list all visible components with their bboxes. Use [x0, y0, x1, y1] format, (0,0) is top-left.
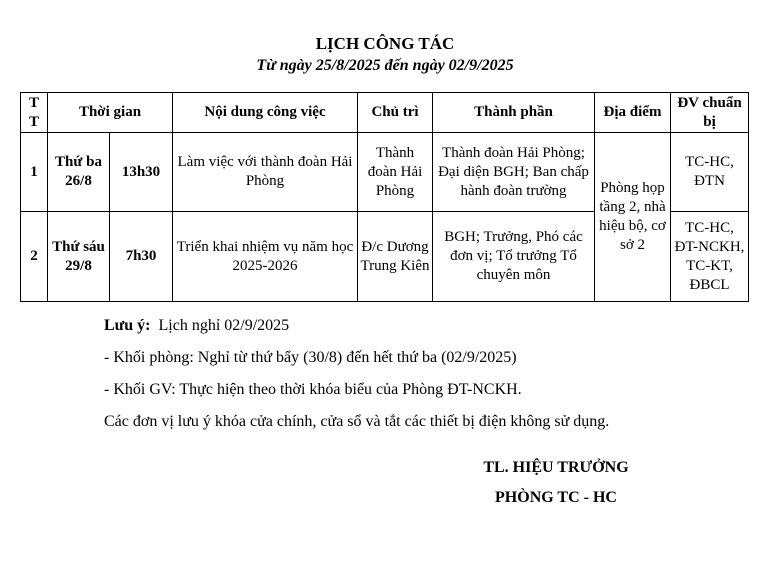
row-members: BGH; Trưởng, Phó các đơn vị; Tổ trưởng Tổ chuyên môn — [433, 212, 595, 302]
signature-title: TL. HIỆU TRƯỞNG — [483, 459, 629, 476]
note-line-2: - Khối GV: Thực hiện theo thời khóa biểu của Phòng ĐT-NCKH. — [104, 381, 522, 398]
col-header-chair: Chủ trì — [358, 93, 433, 133]
row-content: Triển khai nhiệm vụ năm học 2025-2026 — [173, 212, 358, 302]
table-header-row — [21, 93, 749, 133]
row-content: Làm việc với thành đoàn Hải Phòng — [173, 133, 358, 212]
row-day: Thứ sáu 29/8 — [48, 212, 110, 302]
note-holiday — [104, 316, 609, 336]
schedule-table — [20, 92, 749, 302]
row-number: 1 — [21, 133, 48, 212]
row-chair: Đ/c Dương Trung Kiên — [358, 212, 433, 302]
row-day: Thứ ba 26/8 — [48, 133, 110, 212]
row-chair: Thành đoàn Hải Phòng — [358, 133, 433, 212]
row-hour: 13h30 — [110, 133, 173, 212]
col-header-place: Địa điểm — [595, 93, 671, 133]
col-header-content: Nội dung công việc — [173, 93, 358, 133]
col-header-tt: T T — [21, 93, 48, 133]
note-line-3: Các đơn vị lưu ý khóa cửa chính, cửa sổ và tắt các thiết bị điện không sử dụng. — [104, 413, 610, 430]
table-row — [21, 133, 749, 212]
notes-section — [104, 316, 609, 444]
col-header-members: Thành phần — [433, 93, 595, 133]
row-prep: TC-HC, ĐT-NCKH, TC-KT, ĐBCL — [671, 212, 749, 302]
document-title: LỊCH CÔNG TÁC — [315, 34, 455, 53]
row-prep: TC-HC, ĐTN — [671, 133, 749, 212]
document-subtitle: Từ ngày 25/8/2025 đến ngày 02/9/2025 — [256, 57, 514, 74]
col-header-time: Thời gian — [48, 93, 173, 133]
note-holiday-text: Lịch nghỉ 02/9/2025 — [158, 317, 290, 334]
row-hour: 7h30 — [110, 212, 173, 302]
note-line-1: - Khối phòng: Nghỉ từ thứ bẩy (30/8) đến hết thứ ba (02/9/2025) — [104, 349, 517, 366]
row-members: Thành đoàn Hải Phòng; Đại diện BGH; Ban chấp hành đoàn trường — [433, 133, 595, 212]
col-header-prep: ĐV chuẩn bị — [671, 93, 749, 133]
signature-department: PHÒNG TC - HC — [495, 489, 617, 506]
note-label: Lưu ý: — [104, 317, 151, 334]
row-place: Phòng họp tầng 2, nhà hiệu bộ, cơ sở 2 — [595, 133, 671, 302]
row-number: 2 — [21, 212, 48, 302]
